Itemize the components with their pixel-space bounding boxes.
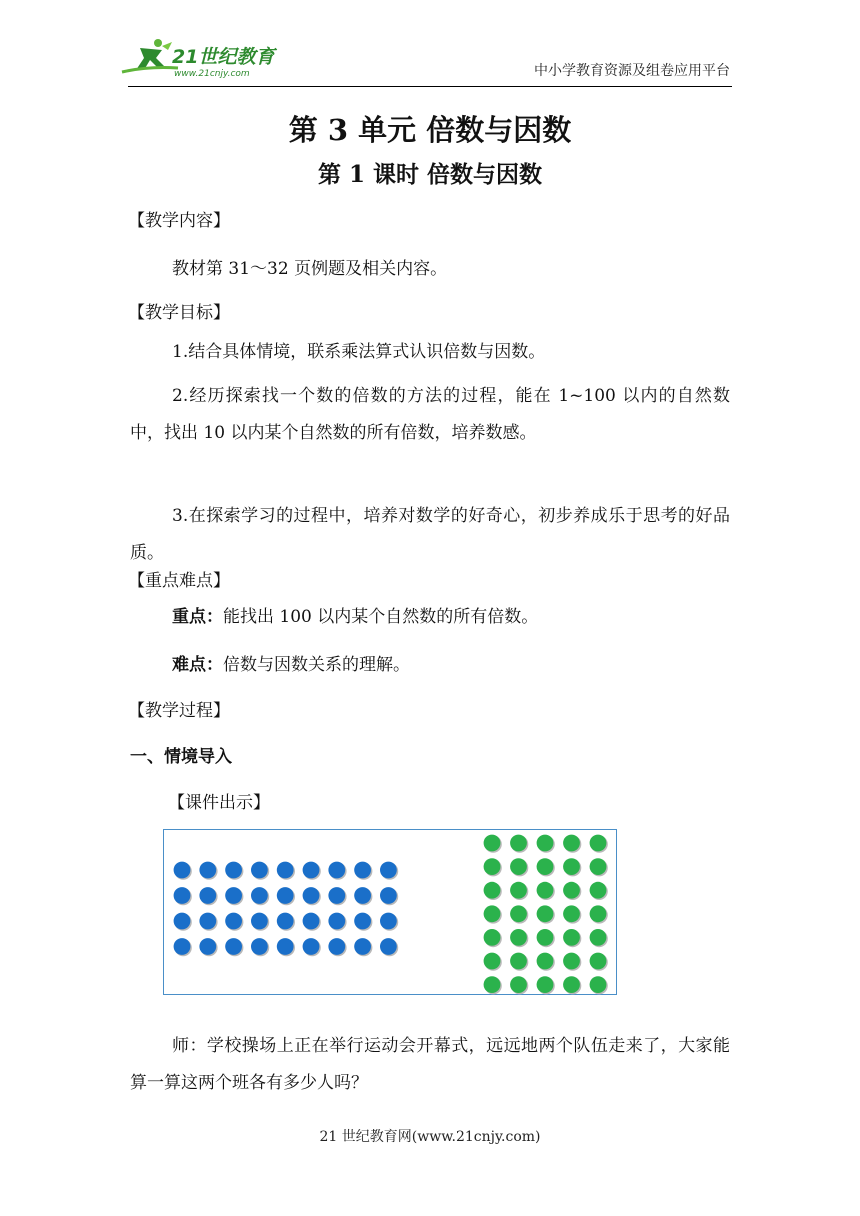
blue-dot-array-dot xyxy=(199,913,216,930)
blue-dot-array-dot xyxy=(303,913,320,930)
part-1-heading: 一、情境导入 xyxy=(130,747,232,767)
logo-text: 21世纪教育 xyxy=(172,46,275,68)
blue-dot-array-dot xyxy=(251,862,268,879)
goal-3: 3.在探索学习的过程中，培养对数学的好奇心，初步养成乐于思考的好品质。 xyxy=(130,506,730,563)
difficult-label: 难点： xyxy=(172,655,223,675)
green-dot-array-dot xyxy=(484,882,501,899)
blue-dot-array-dot xyxy=(380,862,397,879)
blue-dot-array-dot xyxy=(303,862,320,879)
green-dot-array-dot xyxy=(590,905,607,922)
key-text: 能找出 100 以内某个自然数的所有倍数。 xyxy=(223,607,539,627)
green-dot-array-dot xyxy=(537,905,554,922)
green-dot-array-dot xyxy=(537,858,554,875)
green-dot-array-dot xyxy=(484,905,501,922)
blue-dot-array-dot xyxy=(277,887,294,904)
green-dot-array-dot xyxy=(563,976,580,993)
green-dot-array-dot xyxy=(510,835,527,852)
green-dot-array-dot xyxy=(484,835,501,852)
green-dot-array-dot xyxy=(563,953,580,970)
green-dot-array-dot xyxy=(537,976,554,993)
page-footer: 21 世纪教育网(www.21cnjy.com) xyxy=(319,1129,541,1145)
goal-2: 2.经历探索找一个数的倍数的方法的过程，能在 1~100 以内的自然数中，找出 10 以内某个自然数的所有倍数，培养数感。 xyxy=(130,386,730,443)
blue-dot-array-dot xyxy=(354,887,371,904)
green-dot-array-dot xyxy=(484,929,501,946)
blue-dot-array-dot xyxy=(199,938,216,955)
green-dot-array-dot xyxy=(510,976,527,993)
content-heading: 【教学内容】 xyxy=(128,211,230,231)
green-dot-array-dot xyxy=(510,953,527,970)
process-heading: 【教学过程】 xyxy=(128,701,230,721)
blue-dot-array-dot xyxy=(251,913,268,930)
blue-dot-array-dot xyxy=(303,938,320,955)
green-dot-array-dot xyxy=(510,905,527,922)
blue-dot-array-dot xyxy=(277,862,294,879)
21cnjy-logo xyxy=(118,36,288,82)
green-dot-array-dot xyxy=(563,858,580,875)
green-dot-array-dot xyxy=(484,953,501,970)
logo-url: www.21cnjy.com xyxy=(174,69,250,79)
green-dot-array-dot xyxy=(510,858,527,875)
courseware-label: 【课件出示】 xyxy=(168,793,270,813)
blue-dot-array-dot xyxy=(354,862,371,879)
green-dot-array-dot xyxy=(484,858,501,875)
difficult-point xyxy=(172,650,410,675)
green-dot-array-dot xyxy=(590,929,607,946)
green-dot-array-dot xyxy=(563,835,580,852)
blue-dot-array-dot xyxy=(174,938,191,955)
difficult-text: 倍数与因数关系的理解。 xyxy=(223,655,410,675)
green-dot-array-dot xyxy=(537,835,554,852)
goal-1: 1.结合具体情境，联系乘法算式认识倍数与因数。 xyxy=(172,342,546,362)
teacher-prompt: 师：学校操场上正在举行运动会开幕式，远远地两个队伍走来了，大家能算一算这两个班各有多少人吗？ xyxy=(130,1036,730,1093)
key-label: 重点： xyxy=(172,607,223,627)
blue-dot-array-dot xyxy=(199,862,216,879)
green-dot-array-dot xyxy=(590,858,607,875)
blue-dot-array-dot xyxy=(277,938,294,955)
green-dot-array-dot xyxy=(510,929,527,946)
green-dot-array-dot xyxy=(590,835,607,852)
courseware-figure xyxy=(163,829,617,995)
green-dot-array-dot xyxy=(537,953,554,970)
blue-dot-array-dot xyxy=(380,913,397,930)
blue-dot-array-dot xyxy=(174,913,191,930)
blue-dot-array-dot xyxy=(328,862,345,879)
green-dot-array-dot xyxy=(510,882,527,899)
blue-dot-array-dot xyxy=(199,887,216,904)
green-dot-array-dot xyxy=(563,882,580,899)
green-dot-array-dot xyxy=(537,929,554,946)
platform-name: 中小学教育资源及组卷应用平台 xyxy=(534,63,730,79)
green-dot-array-dot xyxy=(563,905,580,922)
key-heading: 【重点难点】 xyxy=(128,571,230,591)
blue-dot-array-dot xyxy=(328,938,345,955)
green-dot-array-dot xyxy=(590,953,607,970)
goals-heading: 【教学目标】 xyxy=(128,303,230,323)
blue-dot-array-dot xyxy=(251,938,268,955)
green-dot-array-dot xyxy=(537,882,554,899)
blue-dot-array-dot xyxy=(380,887,397,904)
blue-dot-array-dot xyxy=(225,862,242,879)
green-dot-array-dot xyxy=(590,976,607,993)
blue-dot-array-dot xyxy=(277,913,294,930)
green-dot-array-dot xyxy=(563,929,580,946)
blue-dot-array-dot xyxy=(174,887,191,904)
blue-dot-array-dot xyxy=(303,887,320,904)
blue-dot-array-dot xyxy=(225,913,242,930)
blue-dot-array-dot xyxy=(328,913,345,930)
content-text: 教材第 31～32 页例题及相关内容。 xyxy=(172,259,448,279)
green-dot-array xyxy=(484,835,608,995)
page-title: 第 3 单元 倍数与因数 xyxy=(288,113,572,147)
blue-dot-array xyxy=(174,862,399,957)
blue-dot-array-dot xyxy=(328,887,345,904)
header-divider xyxy=(128,86,732,87)
green-dot-array-dot xyxy=(484,976,501,993)
blue-dot-array-dot xyxy=(354,913,371,930)
blue-dot-array-dot xyxy=(251,887,268,904)
key-point xyxy=(172,602,538,627)
dot-arrays xyxy=(164,830,618,996)
green-dot-array-dot xyxy=(590,882,607,899)
blue-dot-array-dot xyxy=(174,862,191,879)
lesson-subtitle: 第 1 课时 倍数与因数 xyxy=(317,161,543,188)
page-header xyxy=(0,0,860,90)
blue-dot-array-dot xyxy=(380,938,397,955)
blue-dot-array-dot xyxy=(354,938,371,955)
blue-dot-array-dot xyxy=(225,938,242,955)
blue-dot-array-dot xyxy=(225,887,242,904)
runner-logo-icon xyxy=(122,39,178,72)
